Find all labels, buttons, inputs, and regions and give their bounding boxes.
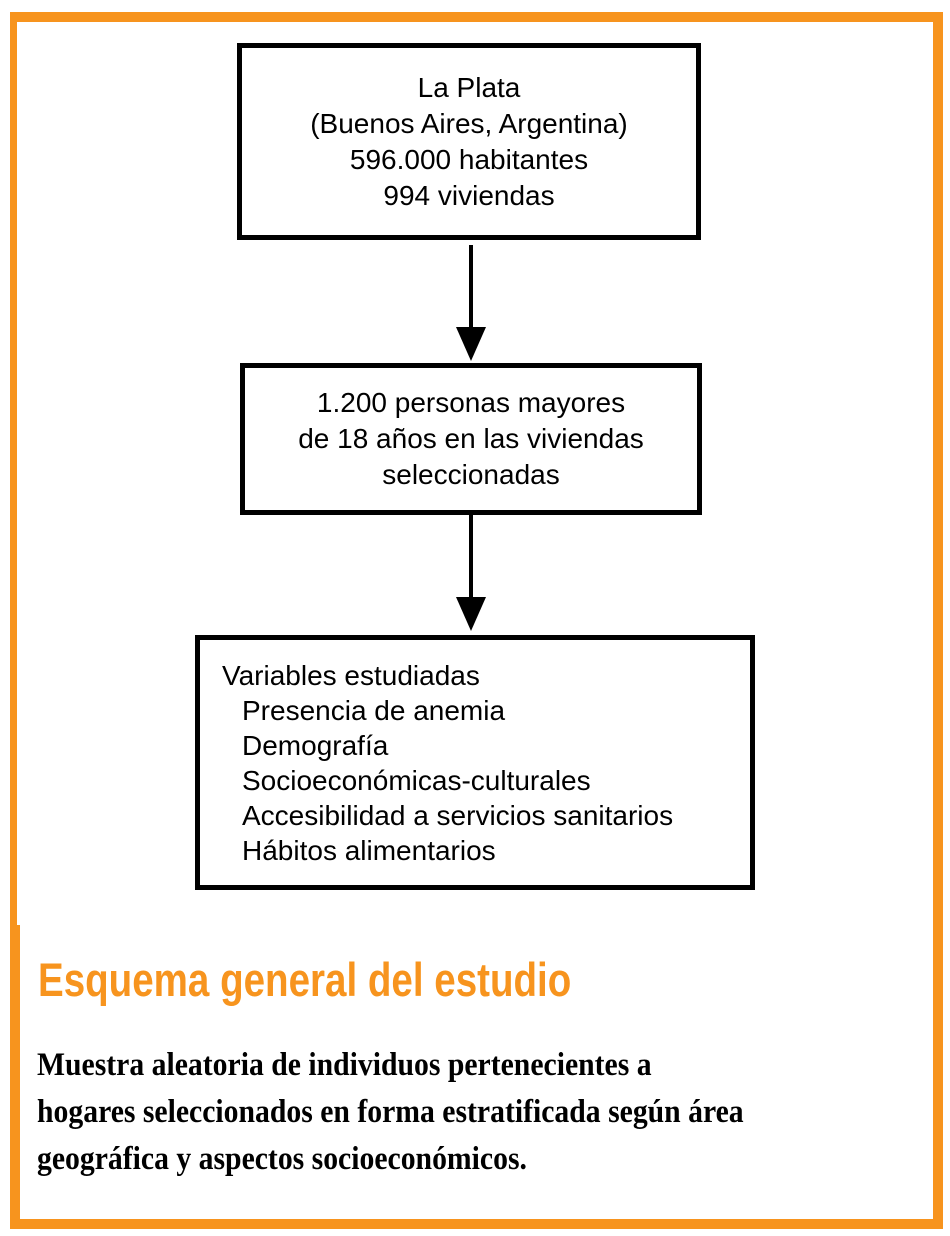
figure-caption-body <box>37 1042 744 1183</box>
box-line: 994 viviendas <box>383 179 555 211</box>
variable-item: Hábitos alimentarios <box>242 834 496 866</box>
flow-box-variables <box>195 635 755 890</box>
arrow-down-icon <box>456 327 486 361</box>
frame-right-bar <box>933 12 943 1229</box>
variable-item: Socioeconómicas-culturales <box>242 764 591 796</box>
frame-left-bar-lower <box>10 925 20 1229</box>
frame-left-bar-upper <box>10 12 17 930</box>
box-line: (Buenos Aires, Argentina) <box>310 107 628 139</box>
box-line: 596.000 habitantes <box>349 143 589 175</box>
variable-item: Accesibilidad a servicios sanitarios <box>242 799 674 831</box>
variable-item: Demografía <box>242 729 389 761</box>
box-line: 1.200 personas mayores <box>316 387 626 418</box>
variable-item: Presencia de anemia <box>242 694 506 726</box>
box-line: La Plata <box>417 71 521 103</box>
flow-box-population <box>237 43 701 240</box>
frame-top-bar <box>10 12 943 22</box>
arrow-down-stem <box>469 514 473 598</box>
caption-line: hogares seleccionados en forma estratificada según área <box>37 1094 744 1130</box>
box-title: Variables estudiadas <box>222 659 480 691</box>
caption-line: Muestra aleatoria de individuos pertenecientes a <box>37 1047 652 1083</box>
box-line: seleccionadas <box>382 459 560 490</box>
caption-line: geográfica y aspectos socioeconómicos. <box>37 1141 527 1177</box>
flow-box-sample <box>240 363 702 515</box>
box-line: de 18 años en las viviendas <box>298 423 644 454</box>
figure-caption-title: Esquema general del estudio <box>38 953 572 1006</box>
frame-bottom-bar <box>10 1219 943 1229</box>
arrow-down-stem <box>469 245 473 329</box>
arrow-down-icon <box>456 597 486 631</box>
